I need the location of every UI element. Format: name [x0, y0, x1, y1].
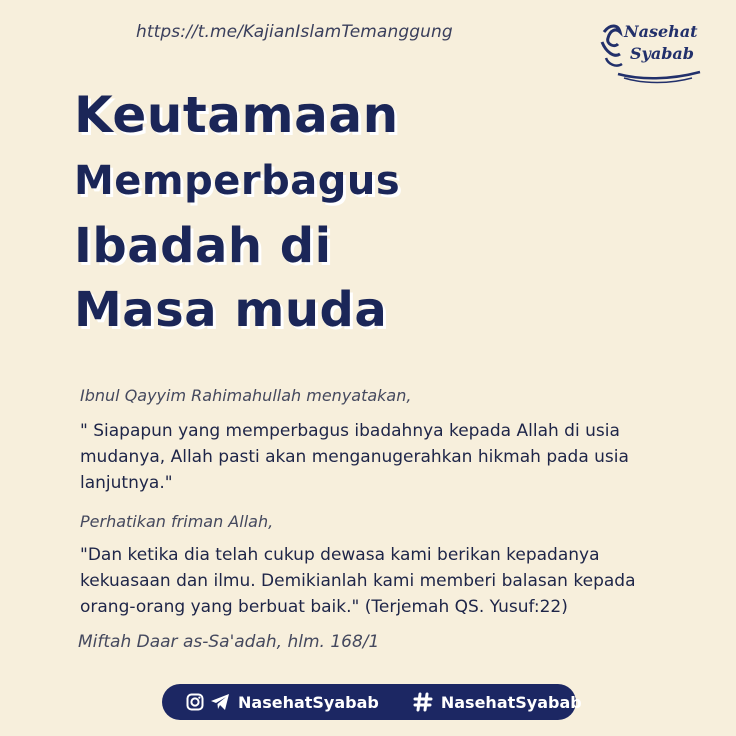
title-line-1: Keutamaan	[74, 86, 399, 144]
intro-ibnul-qayyim: Ibnul Qayyim Rahimahullah menyatakan,	[80, 386, 412, 405]
social-handle-1[interactable]: NasehatSyabab	[238, 692, 379, 712]
social-handle-2[interactable]: NasehatSyabab	[440, 692, 582, 712]
quote-yusuf-22: "Dan ketika dia telah cukup dewasa kami berikan kepadanya kekuasaan dan ilmu. Demikianlah kami memberi balasan kepada orang-orang yang berbuat baik." (Terjemah QS. Yusuf:22)	[80, 545, 636, 617]
telegram-icon	[210, 693, 230, 711]
nasehat-syabab-logo	[600, 18, 710, 86]
source-citation: Miftah Daar as-Sa'adah, hlm. 168/1	[78, 632, 380, 652]
hashtag-icon	[413, 692, 433, 712]
instagram-icon	[186, 693, 204, 711]
logo-text-line1: Nasehat	[624, 22, 698, 41]
social-footer-bar	[162, 684, 582, 720]
logo-text-line2: Syabab	[630, 44, 694, 63]
title-line-3: Ibadah di	[74, 218, 332, 274]
title-line-4: Masa muda	[74, 282, 388, 338]
intro-firman-allah: Perhatikan friman Allah,	[80, 512, 274, 531]
telegram-url: https://t.me/KajianIslamTemanggung	[136, 22, 453, 42]
title-line-2: Memperbagus	[74, 158, 401, 204]
quote-ibnul-qayyim: " Siapapun yang memperbagus ibadahnya kepada Allah di usia mudanya, Allah pasti akan menganugerahkan hikmah pada usia lanjutnya."	[80, 421, 629, 493]
